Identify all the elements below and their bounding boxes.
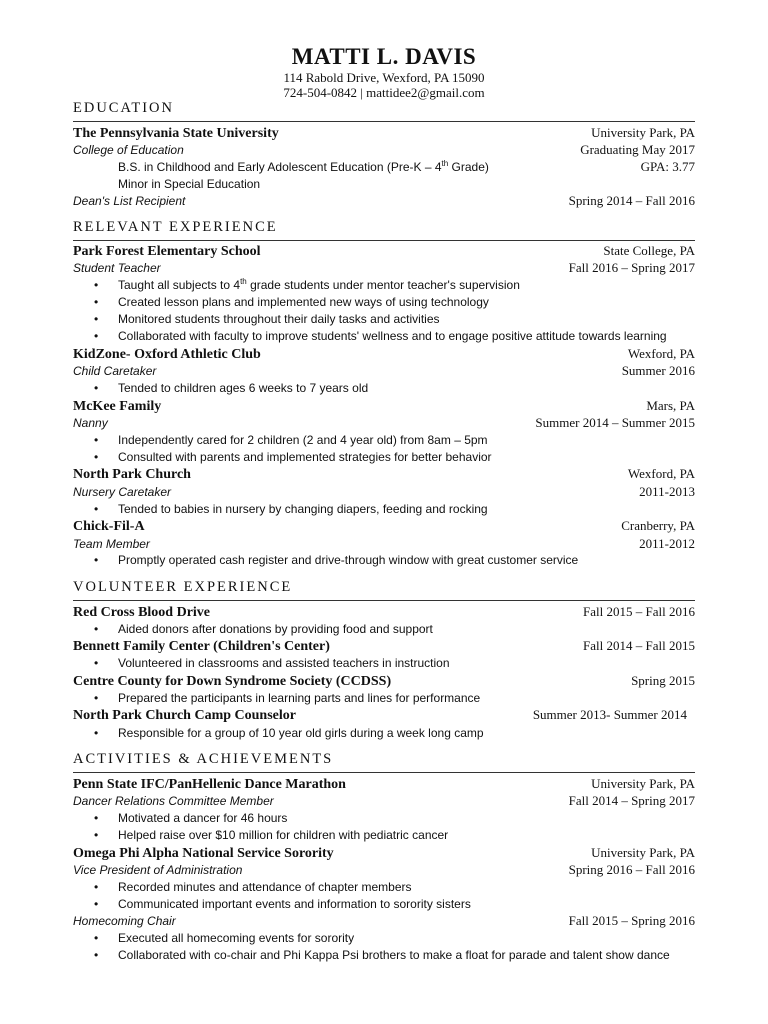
volunteer-header [73,638,695,655]
bullet-item: • Helped raise over $10 million for children with pediatric cancer [94,828,449,842]
job-org: Park Forest Elementary School [73,244,261,259]
volunteer-header [73,673,695,690]
job-location: Wexford, PA [627,466,695,481]
graduation-date: Graduating May 2017 [580,142,695,157]
job-role-row [73,536,695,552]
section-divider [73,772,695,773]
job-role-row [73,260,695,276]
job-location: Cranberry, PA [621,518,695,533]
college-name: College of Education [73,143,184,157]
job-org: North Park Church [73,467,191,482]
activity-dates: Fall 2014 – Spring 2017 [568,793,695,808]
bullet-item: • Promptly operated cash register and drive-through window with great customer service [94,553,579,567]
activity-location: University Park, PA [591,845,695,860]
degree-row [73,159,695,175]
school-name: The Pennsylvania State University [73,126,279,141]
bullet-item: • Taught all subjects to 4th grade students under mentor teacher's supervision [94,277,520,292]
job-org: McKee Family [73,399,162,414]
section-divider [73,240,695,241]
bullet-item: • Prepared the participants in learning parts and lines for performance [94,691,481,705]
volunteer-dates: Fall 2014 – Fall 2015 [583,638,695,653]
bullet-item: • Recorded minutes and attendance of chapter members [94,880,412,894]
job-dates: Summer 2016 [621,363,695,378]
activity-dates: Fall 2015 – Spring 2016 [568,913,695,928]
deans-list-row [73,193,695,209]
job-dates: Fall 2016 – Spring 2017 [568,260,695,275]
job-role: Child Caretaker [73,364,157,378]
job-role: Nanny [73,416,108,430]
job-role: Student Teacher [73,261,161,275]
activity-org: Penn State IFC/PanHellenic Dance Marathon [73,777,346,792]
education-header [73,125,695,142]
section-title-relevant-experience: RELEVANT EXPERIENCE [73,219,278,235]
section-title-volunteer-experience: VOLUNTEER EXPERIENCE [73,579,293,595]
section-title-education: EDUCATION [73,100,174,116]
bullet-item: • Motivated a dancer for 46 hours [94,811,288,825]
section-title-activities: ACTIVITIES & ACHIEVEMENTS [73,751,334,767]
job-header [73,518,695,535]
job-dates: 2011-2012 [639,536,695,551]
bullet-item: • Tended to babies in nursery by changing diapers, feeding and rocking [94,502,488,516]
deans-list: Dean's List Recipient [73,194,186,208]
bullet-item: • Consulted with parents and implemented strategies for better behavior [94,450,492,464]
bullet-item: • Monitored students throughout their daily tasks and activities [94,312,440,326]
job-role: Team Member [73,537,150,551]
section-divider [73,121,695,122]
activity-org: Omega Phi Alpha National Service Sorority [73,846,334,861]
bullet-item: • Responsible for a group of 10 year old girls during a week long camp [94,726,484,740]
job-role-row [73,484,695,500]
job-dates: 2011-2013 [639,484,695,499]
volunteer-org: North Park Church Camp Counselor [73,708,296,723]
activity-location: University Park, PA [591,776,695,791]
address-line: 114 Rabold Drive, Wexford, PA 15090 [283,70,485,85]
activity-header [73,776,695,793]
bullet-item: • Collaborated with faculty to improve students' wellness and to engage positive attitude towards learning [94,329,667,343]
degree-text: B.S. in Childhood and Early Adolescent Education (Pre-K – 4th Grade) [118,159,489,174]
contact-line: 724-504-0842 | mattidee2@gmail.com [283,85,485,100]
volunteer-org: Centre County for Down Syndrome Society (CCDSS) [73,674,392,689]
activity-dates: Spring 2016 – Fall 2016 [568,862,695,877]
volunteer-org: Red Cross Blood Drive [73,605,211,620]
volunteer-header [73,604,695,621]
activity-role: Homecoming Chair [73,914,176,928]
deans-list-dates: Spring 2014 – Fall 2016 [568,193,695,208]
bullet-item: • Collaborated with co-chair and Phi Kappa Psi brothers to make a float for parade and talent show dance [94,948,670,962]
job-org: Chick-Fil-A [73,519,145,534]
bullet-item: • Volunteered in classrooms and assisted teachers in instruction [94,656,450,670]
job-role: Nursery Caretaker [73,485,172,499]
job-role-row [73,415,695,431]
activity-role: Vice President of Administration [73,863,243,877]
job-dates: Summer 2014 – Summer 2015 [535,415,695,430]
volunteer-dates: Summer 2013- Summer 2014 [532,707,687,722]
activity-header [73,845,695,862]
resume-name: MATTI L. DAVIS [291,44,477,69]
job-location: State College, PA [603,243,695,258]
college-row [73,142,695,158]
job-org: KidZone- Oxford Athletic Club [73,347,261,362]
job-header [73,243,695,260]
gpa: GPA: 3.77 [640,159,695,174]
job-header [73,398,695,415]
bullet-item: • Communicated important events and information to sorority sisters [94,897,471,911]
activity-role-row [73,862,695,878]
minor-text: Minor in Special Education [118,177,261,191]
activity-role-row [73,913,695,929]
section-divider [73,600,695,601]
bullet-item: • Aided donors after donations by providing food and support [94,622,433,636]
job-role-row [73,363,695,379]
bullet-item: • Created lesson plans and implemented new ways of using technology [94,295,489,309]
volunteer-org: Bennett Family Center (Children's Center) [73,639,330,654]
bullet-item: • Independently cared for 2 children (2 and 4 year old) from 8am – 5pm [94,433,488,447]
job-header [73,346,695,363]
job-location: Wexford, PA [627,346,695,361]
bullet-item: • Tended to children ages 6 weeks to 7 years old [94,381,369,395]
volunteer-header [73,707,687,724]
job-header [73,466,695,483]
activity-role: Dancer Relations Committee Member [73,794,274,808]
volunteer-dates: Fall 2015 – Fall 2016 [583,604,695,619]
bullet-item: • Executed all homecoming events for sorority [94,931,355,945]
school-location: University Park, PA [591,125,695,140]
job-location: Mars, PA [646,398,695,413]
volunteer-dates: Spring 2015 [631,673,695,688]
activity-role-row [73,793,695,809]
